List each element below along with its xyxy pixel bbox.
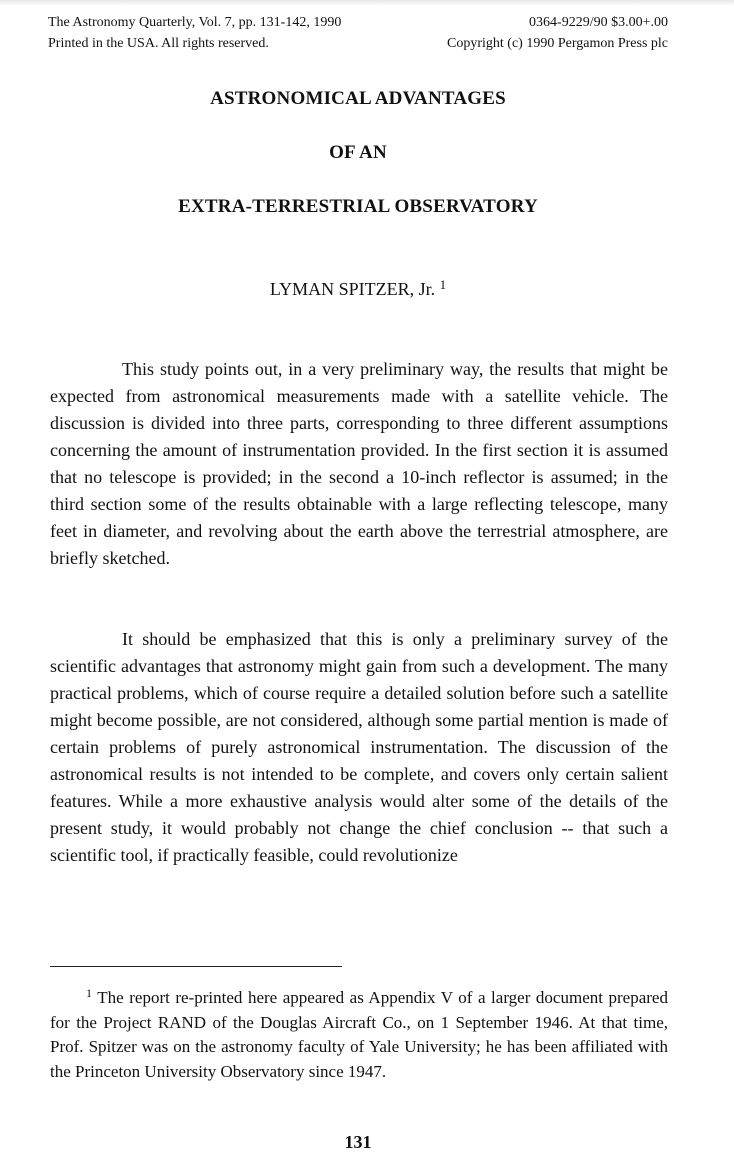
- author-footnote-marker: 1: [439, 277, 447, 292]
- author-name: LYMAN SPITZER, Jr.: [269, 279, 436, 299]
- title-line-2: OF AN: [329, 142, 387, 163]
- paragraph-1-text: This study points out, in a very preliminary way, the results that might be expected from astronomical measurements made with a satellite vehicle. The discussion is divided into three parts, corresponding to three different assumptions concerning the amount of instrumentation provided. In the first section it is assumed that no telescope is provided; in the second a 10-inch reflector is assumed; in the third section some of the results obtainable with a large reflecting telescope, many feet in diameter, and revolving about the earth above the terrestrial atmosphere, are briefly sketched.: [50, 359, 668, 568]
- title-line-3: EXTRA-TERRESTRIAL OBSERVATORY: [178, 196, 538, 217]
- footnote: [50, 986, 668, 1084]
- issn-price-code: 0364-9229/90 $3.00+.00: [529, 15, 668, 30]
- footnote-marker: 1: [86, 986, 92, 1000]
- footnote-text: The report re-printed here appeared as Appendix V of a larger document prepared for the Project RAND of the Douglas Aircraft Co., on 1 September 1946. At that time, Prof. Spitzer was on the astronomy faculty of Yale University; he has been affiliated with the Princeton University Observatory since 1947.: [50, 988, 668, 1081]
- copyright-notice: Copyright (c) 1990 Pergamon Press plc: [447, 36, 668, 51]
- page-top-shadow: [0, 0, 734, 6]
- paragraph-2-text: It should be emphasized that this is only a preliminary survey of the scientific advantages that astronomy might gain from such a development. The many practical problems, which of course require a detailed solution before such a satellite might become possible, are not considered, although some partial mention is made of certain problems of purely astronomical instrumentation. The discussion of the astronomical results is not intended to be complete, and covers only certain salient features. While a more exhaustive analysis would alter some of the details of the present study, it would probably not change the chief conclusion -- that such a scientific tool, if practically feasible, could revolutionize: [50, 629, 668, 865]
- body-paragraph-2: [50, 626, 668, 869]
- title-line-1: ASTRONOMICAL ADVANTAGES: [210, 88, 506, 109]
- footnote-divider: [50, 966, 342, 967]
- printed-notice: Printed in the USA. All rights reserved.: [48, 36, 269, 51]
- journal-citation: The Astronomy Quarterly, Vol. 7, pp. 131-142, 1990: [48, 15, 342, 30]
- page-number: 131: [344, 1132, 372, 1152]
- author-line: [0, 278, 716, 300]
- body-paragraph-1: [50, 356, 668, 572]
